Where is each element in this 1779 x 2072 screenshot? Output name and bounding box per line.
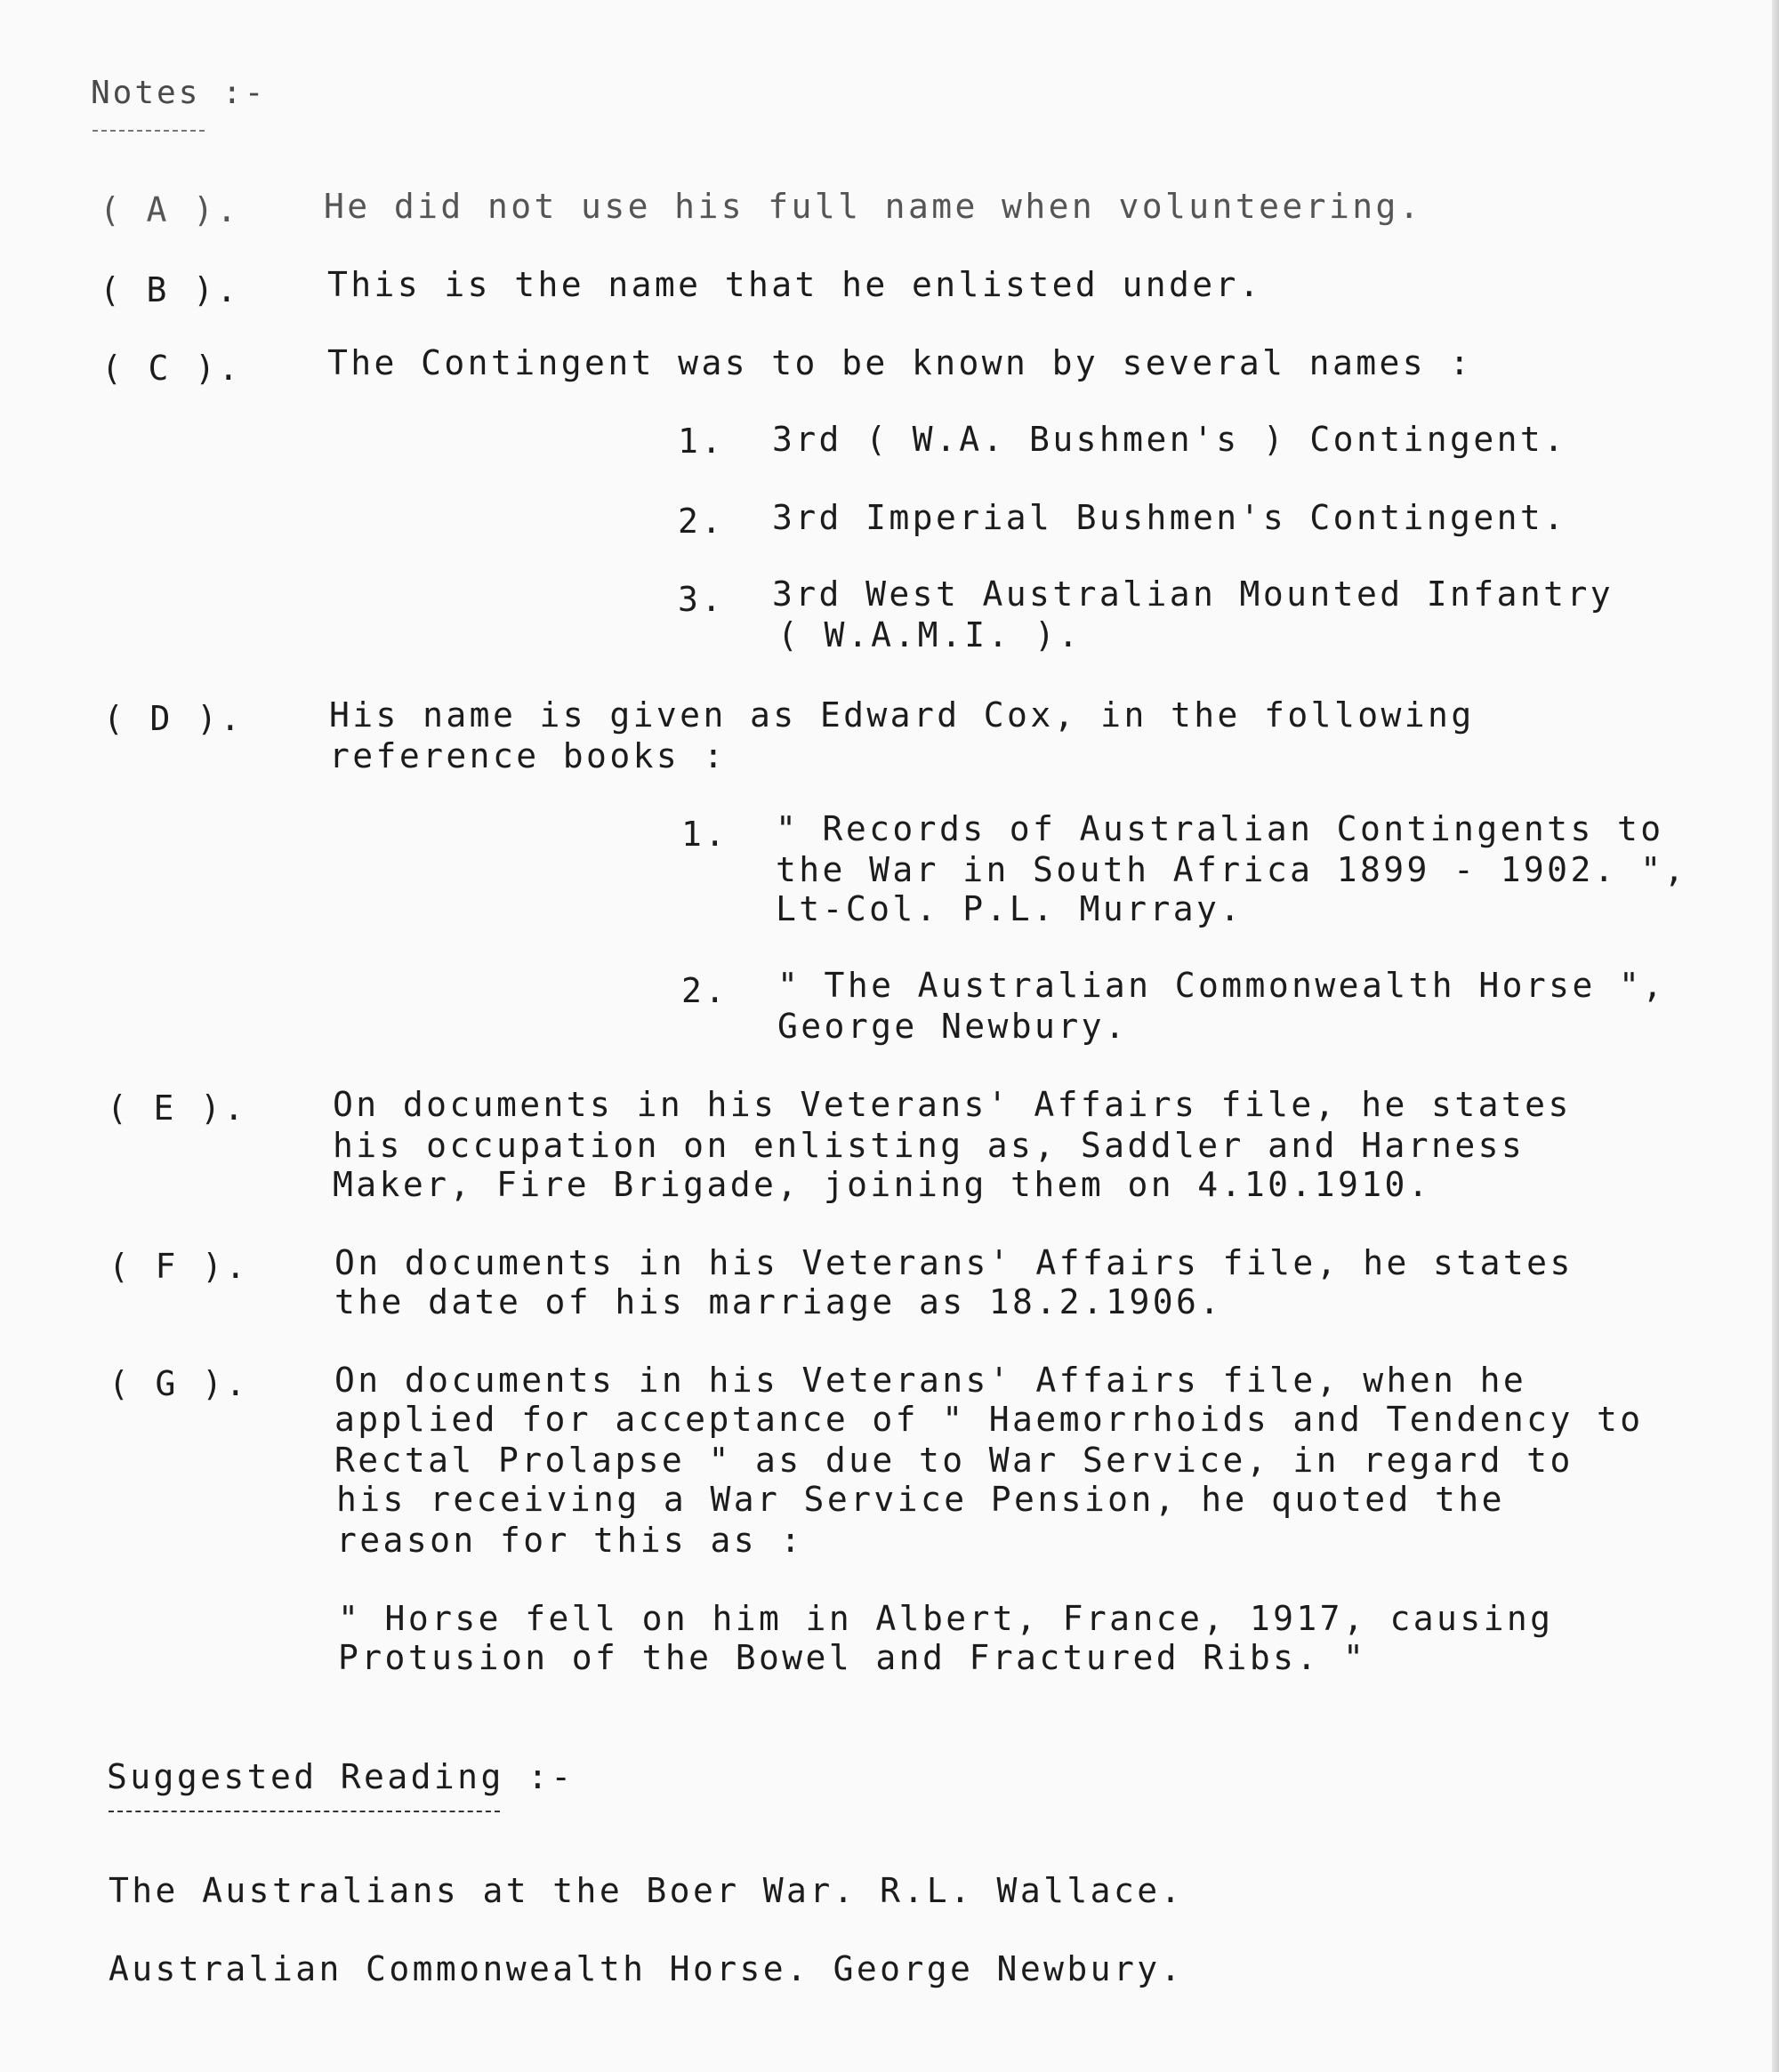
note-d-item-2-line-2: George Newbury.: [777, 1007, 1129, 1046]
note-d-line-1: His name is given as Edward Cox, in the following: [329, 695, 1475, 735]
note-d-item-1-line-1: " Records of Australian Contingents to: [776, 809, 1664, 848]
notes-heading-underline: [93, 130, 205, 132]
note-c-item-2-text: 3rd Imperial Bushmen's Contingent.: [772, 498, 1567, 537]
note-d-line-2: reference books :: [329, 736, 727, 775]
note-f-line-1: On documents in his Veterans' Affairs file, he states: [334, 1243, 1574, 1282]
note-d-item-1-line-2: the War in South Africa 1899 - 1902. ",: [776, 850, 1687, 889]
reading-item-2: Australian Commonwealth Horse. George Newbury.: [109, 1949, 1184, 1988]
note-d-label: ( D ).: [103, 699, 244, 738]
note-a-label: ( A ).: [100, 190, 240, 229]
note-g-line-1: On documents in his Veterans' Affairs file, when he: [334, 1361, 1527, 1400]
note-d-item-2-line-1: " The Australian Commonwealth Horse ",: [777, 966, 1666, 1005]
note-f-line-2: the date of his marriage as 18.2.1906.: [334, 1282, 1223, 1321]
note-c-item-1-text: 3rd ( W.A. Bushmen's ) Contingent.: [772, 420, 1567, 459]
notes-heading: Notes :-: [91, 75, 267, 111]
note-c-item-1-num: 1.: [678, 422, 725, 461]
note-g-label: ( G ).: [109, 1364, 249, 1403]
note-d-item-1-num: 1.: [681, 815, 729, 854]
note-g-quote-line-1: " Horse fell on him in Albert, France, 1917, causing: [338, 1599, 1554, 1638]
note-e-line-3: Maker, Fire Brigade, joining them on 4.10.1910.: [333, 1165, 1432, 1204]
note-b-text: This is the name that he enlisted under.: [327, 265, 1263, 304]
note-g-quote-line-2: Protusion of the Bowel and Fractured Ribs. ": [338, 1638, 1367, 1677]
note-d-item-1-line-3: Lt-Col. P.L. Murray.: [776, 889, 1244, 928]
note-e-label: ( E ).: [107, 1088, 247, 1128]
note-a-text: He did not use his full name when volunteering.: [324, 187, 1423, 226]
note-g-line-4: his receiving a War Service Pension, he quoted the: [336, 1480, 1505, 1519]
note-d-item-2-num: 2.: [681, 971, 729, 1010]
note-g-line-2: applied for acceptance of " Haemorrhoids and Tendency to: [334, 1400, 1644, 1439]
note-g-line-3: Rectal Prolapse " as due to War Service, in regard to: [334, 1441, 1574, 1480]
note-e-line-1: On documents in his Veterans' Affairs file, he states: [333, 1085, 1572, 1124]
page-edge-shadow: [1772, 0, 1779, 2072]
note-c-text: The Contingent was to be known by several names :: [327, 343, 1473, 382]
note-c-label: ( C ).: [101, 349, 242, 388]
note-c-item-3-num: 3.: [678, 580, 725, 619]
reading-heading-underline: [109, 1811, 500, 1812]
reading-item-1: The Australians at the Boer War. R.L. Wallace.: [109, 1871, 1184, 1910]
note-b-label: ( B ).: [100, 270, 240, 309]
reading-heading: Suggested Reading :-: [107, 1757, 575, 1796]
note-c-item-3-line-2: ( W.A.M.I. ).: [777, 615, 1082, 655]
note-c-item-3-line-1: 3rd West Australian Mounted Infantry: [772, 574, 1614, 614]
note-c-item-2-num: 2.: [678, 502, 725, 541]
note-f-label: ( F ).: [109, 1247, 249, 1286]
note-g-line-5: reason for this as :: [336, 1521, 804, 1560]
note-e-line-2: his occupation on enlisting as, Saddler and Harness: [333, 1126, 1525, 1165]
